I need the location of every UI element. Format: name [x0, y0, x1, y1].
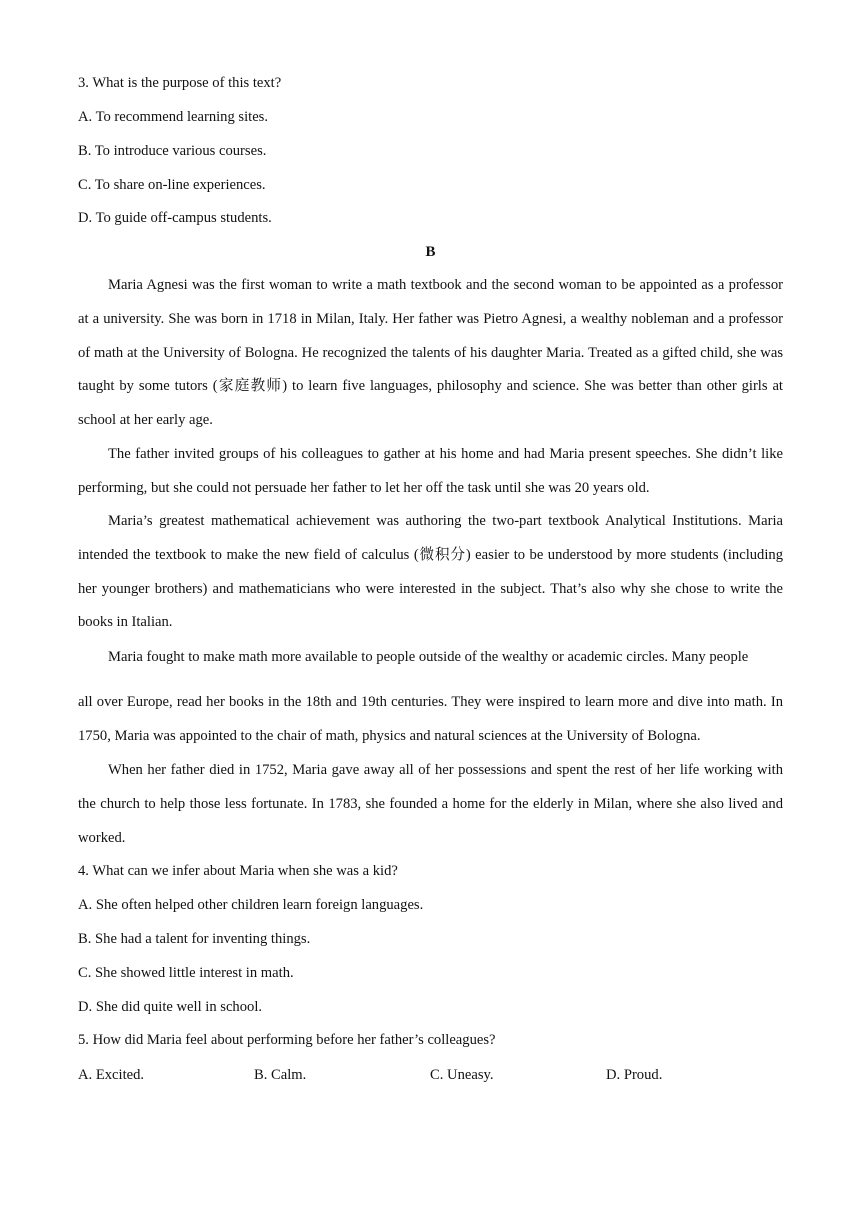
passage-paragraph-2: The father invited groups of his colleagues to gather at his home and had Maria present speeches. She didn’t like performing, but she could not persuade her father to let her off the task until she was 20 years old. [78, 446, 783, 496]
passage-paragraph-4a: Maria fought to make math more available to people outside of the wealthy or academic circles. Many people [108, 649, 749, 665]
section-b-title: B [425, 244, 436, 260]
question-4-option-d: D. She did quite well in school. [78, 999, 263, 1015]
passage-paragraph-3: Maria’s greatest mathematical achievement was authoring the two-part textbook Analytical Institutions. Maria intended the textbook to make the new field of calculus (微积分) easier to be understood by more students (including her younger brothers) and mathematicians who were interested in the subject. That’s also why she chose to write the books in Italian. [78, 513, 783, 631]
question-5-options [78, 1066, 783, 1084]
question-5-option-a: A. Excited. [78, 1067, 145, 1083]
question-4-text: 4. What can we infer about Maria when she was a kid? [78, 863, 398, 879]
question-3-option-a: A. To recommend learning sites. [78, 109, 269, 125]
question-5-option-b: B. Calm. [254, 1067, 307, 1083]
question-4-option-c: C. She showed little interest in math. [78, 965, 294, 981]
passage-paragraph-4b: all over Europe, read her books in the 18th and 19th centuries. They were inspired to learn more and dive into math. In 1750, Maria was appointed to the chair of math, physics and natural sciences at the University of Bologna. [78, 694, 783, 744]
passage-paragraph-5: When her father died in 1752, Maria gave away all of her possessions and spent the rest of her life working with the church to help those less fortunate. In 1783, she founded a home for the elderly in Milan, where she also lived and worked. [78, 762, 783, 846]
question-3-option-c: C. To share on-line experiences. [78, 177, 266, 193]
question-3-text: 3. What is the purpose of this text? [78, 75, 282, 91]
question-3-option-b: B. To introduce various courses. [78, 143, 267, 159]
question-5-option-c: C. Uneasy. [430, 1067, 494, 1083]
question-4-option-b: B. She had a talent for inventing things. [78, 931, 311, 947]
question-4-option-a: A. She often helped other children learn foreign languages. [78, 897, 424, 913]
question-5-option-d: D. Proud. [606, 1067, 663, 1083]
question-5-text: 5. How did Maria feel about performing before her father’s colleagues? [78, 1032, 496, 1048]
passage-paragraph-1: Maria Agnesi was the first woman to write a math textbook and the second woman to be appointed as a professor at a university. She was born in 1718 in Milan, Italy. Her father was Pietro Agnesi, a wealthy nobleman and a professor of math at the University of Bologna. He recognized the talents of his daughter Maria. Treated as a gifted child, she was taught by some tutors (家庭教师) to learn five languages, philosophy and science. She was better than other girls at school at her early age. [78, 277, 783, 429]
question-3-option-d: D. To guide off-campus students. [78, 210, 272, 226]
